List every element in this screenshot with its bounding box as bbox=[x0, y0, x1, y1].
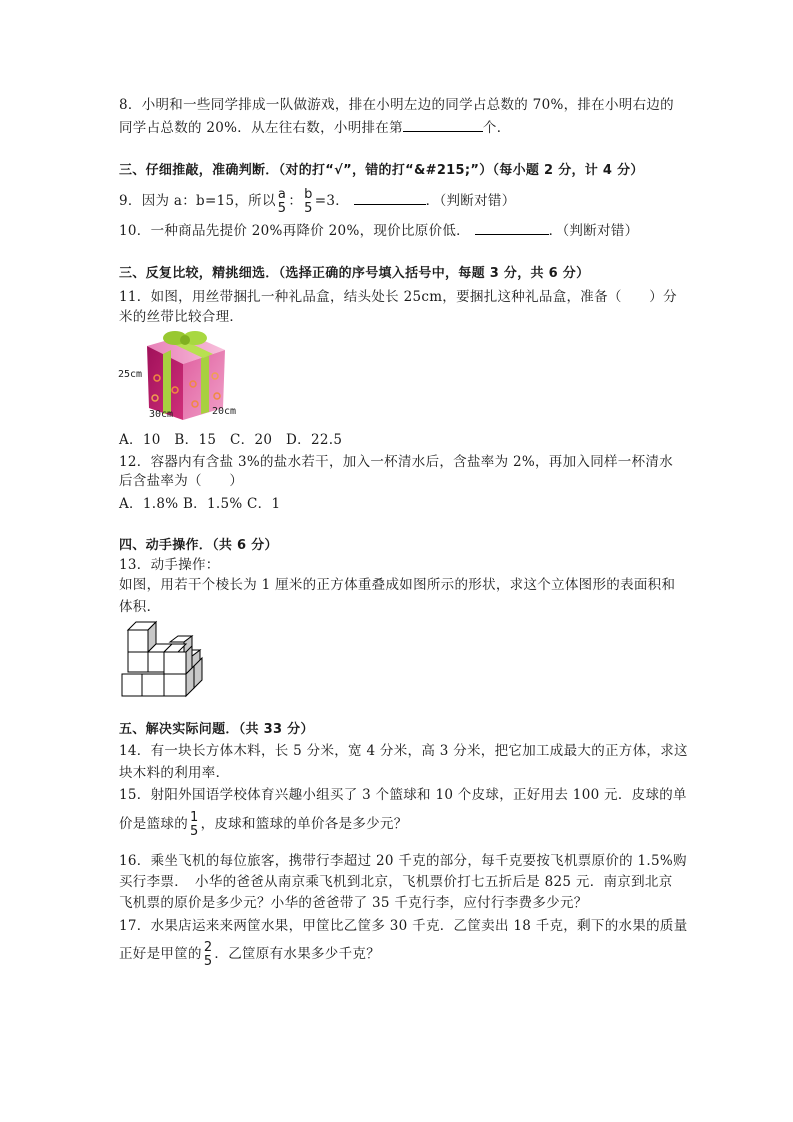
section-heading-choice: 三、反复比较，精挑细选．（选择正确的序号填入括号中，每题 3 分，共 6 分） bbox=[119, 266, 590, 281]
q8-line2 bbox=[119, 119, 511, 137]
q17-line2 bbox=[119, 938, 380, 970]
q13-line1: 13．动手操作： bbox=[119, 557, 220, 573]
q11-line1: 11．如图，用丝带捆扎一种礼品盒，结头处长 25cm，要捆扎这种礼品盒，准备（ ）分 bbox=[119, 289, 677, 305]
q9-fraction-b: b 5 bbox=[304, 186, 313, 216]
q8-line1: 8．小明和一些同学排成一队做游戏，排在小明左边的同学占总数的 70%，排在小明右边的 bbox=[119, 97, 674, 113]
cube-stack-icon bbox=[120, 618, 210, 698]
section-heading-word-problems: 五、解决实际问题．（共 33 分） bbox=[119, 722, 314, 737]
q17-line1: 17．水果店运来来两筐水果，甲筐比乙筐多 30 千克．乙筐卖出 18 千克，剩下的水果的质量 bbox=[119, 918, 688, 934]
cube-stack-figure bbox=[120, 618, 210, 698]
q9-colon: ： bbox=[288, 193, 303, 209]
q15-fraction: 1 5 bbox=[190, 809, 199, 839]
q15-text: 价是篮球的 bbox=[119, 816, 188, 832]
q17-text-end: ．乙筐原有水果多少千克？ bbox=[214, 946, 380, 962]
q15-line1: 15．射阳外国语学校体育兴趣小组买了 3 个篮球和 10 个皮球，正好用去 100 元．皮球的单 bbox=[119, 787, 687, 803]
section-heading-hands-on: 四、动手操作．（共 6 分） bbox=[119, 538, 278, 553]
q14-line1: 14．有一块长方体木料，长 5 分米，宽 4 分米，高 3 分米，把它加工成最大的正方体，求这 bbox=[119, 743, 688, 759]
q17-fraction: 2 5 bbox=[203, 939, 213, 969]
q13-line2: 如图，用若干个棱长为 1 厘米的正方体重叠成如图所示的形状，求这个立体图形的表面积和 bbox=[119, 577, 676, 593]
q11-line2: 米的丝带比较合理． bbox=[119, 309, 244, 325]
q8-text-end: 个． bbox=[482, 120, 511, 136]
q10-answer-blank[interactable] bbox=[475, 222, 549, 235]
q9-fraction-a: a 5 bbox=[277, 186, 287, 216]
q9-suffix: ．（判断对错） bbox=[425, 193, 516, 209]
q15-line2 bbox=[119, 808, 408, 840]
gift-box-figure bbox=[117, 328, 242, 426]
q13-line3: 体积． bbox=[119, 599, 161, 615]
q9-answer-blank[interactable] bbox=[354, 192, 426, 205]
gift-box-height-label: 25cm bbox=[118, 369, 143, 380]
q10-text: 10．一种商品先提价 20%再降价 20%，现价比原价低． bbox=[119, 223, 470, 239]
q14-line2: 块木料的利用率． bbox=[119, 765, 230, 781]
q15-text-end: ，皮球和篮球的单价各是多少元？ bbox=[200, 816, 408, 832]
q8-answer-blank[interactable] bbox=[403, 119, 483, 132]
q10-line bbox=[119, 222, 638, 240]
q9-text: 9．因为 a：b=15，所以 bbox=[119, 193, 276, 209]
q16-line3: 飞机票的原价是多少元？小华的爸爸带了 35 千克行李，应付行李费多少元？ bbox=[119, 895, 588, 911]
q10-suffix: ．（判断对错） bbox=[548, 223, 639, 239]
gift-box-length-label: 30cm bbox=[149, 409, 174, 420]
q8-text: 同学占总数的 20%．从左往右数，小明排在第 bbox=[119, 120, 403, 136]
q16-line2: 买行李票． 小华的爸爸从南京乘飞机到北京，飞机票价打七五折后是 825 元．南京到北京 bbox=[119, 874, 673, 890]
q12-line1: 12．容器内有含盐 3%的盐水若干，加入一杯清水后，含盐率为 2%，再加入同样一杯清水 bbox=[119, 454, 673, 470]
section-heading-judge: 三、仔细推敲，准确判断．（对的打“√”，错的打“&#215;”）（每小题 2 分，计 4 分） bbox=[119, 163, 644, 178]
q16-line1: 16．乘坐飞机的每位旅客，携带行李超过 20 千克的部分，每千克要按飞机票原价的 1.5%购 bbox=[119, 853, 687, 869]
q12-line2: 后含盐率为（ ） bbox=[119, 473, 244, 489]
q9-eq: =3． bbox=[314, 193, 350, 209]
q17-text: 正好是甲筐的 bbox=[119, 946, 202, 962]
q9-line bbox=[119, 186, 516, 216]
q11-options: A．10 B．15 C．20 D．22.5 bbox=[119, 432, 343, 448]
q12-options: A．1.8% B．1.5% C．1 bbox=[119, 496, 281, 512]
gift-box-width-label: 20cm bbox=[212, 406, 237, 417]
